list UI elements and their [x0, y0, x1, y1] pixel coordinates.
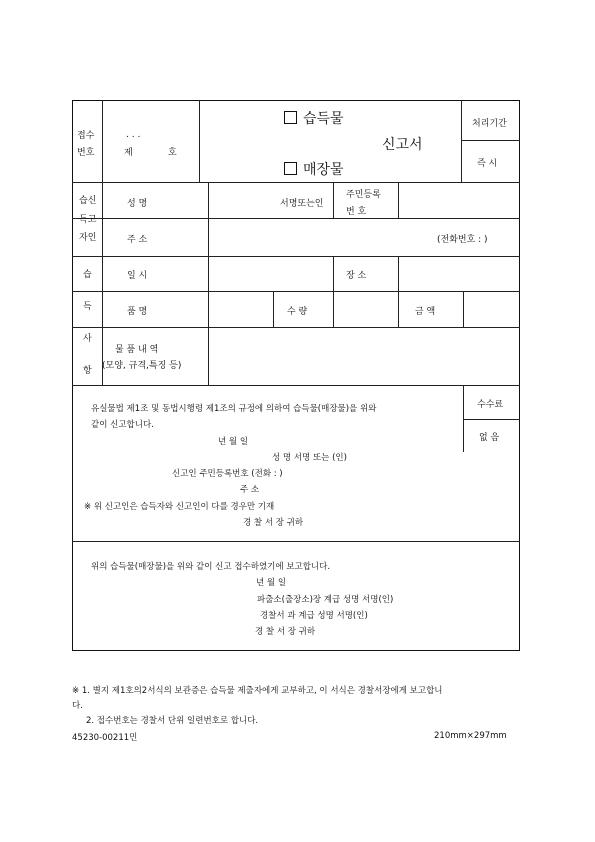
- found-place-field[interactable]: [399, 258, 519, 290]
- item-description-field[interactable]: [209, 329, 519, 384]
- rule: [333, 256, 334, 291]
- footer-note: 다.: [72, 701, 83, 711]
- fee-label: 수수료: [477, 400, 504, 410]
- found-datetime-label: 일 시: [127, 271, 148, 281]
- declaration-address: 주 소: [240, 485, 260, 495]
- rule: [461, 100, 462, 182]
- declaration-addressee: 경 찰 서 장 귀하: [243, 518, 304, 528]
- rule: [463, 385, 464, 452]
- item-description-label: (모양, 규격,특징 등): [102, 361, 182, 371]
- rule: [72, 385, 520, 386]
- declaration-date: 년 월 일: [218, 437, 249, 447]
- title-option-buried[interactable]: [284, 159, 344, 179]
- checkbox-icon[interactable]: [284, 111, 297, 124]
- reporter-rrn-label: 번 호: [346, 207, 367, 217]
- found-section-label: 습: [83, 270, 92, 280]
- quantity-label: 수 량: [287, 307, 308, 317]
- rule: [461, 140, 520, 141]
- receipt-number-suffix: 호: [168, 148, 177, 158]
- processing-period-value: 즉 시: [477, 159, 498, 169]
- reporter-section-label: 습신: [79, 196, 97, 206]
- title-option-buried-label: 매장물: [303, 162, 344, 178]
- report-date: 년 월 일: [256, 578, 287, 588]
- declaration-text: 유실물법 제1조 및 동법시행령 제1조의 규정에 의하여 습득물(매장물)을 위와: [91, 404, 377, 414]
- rule: [199, 100, 200, 182]
- found-datetime-field[interactable]: [209, 258, 332, 290]
- receipt-number-label: 번호: [77, 148, 95, 158]
- receipt-date-field[interactable]: . . .: [126, 130, 141, 140]
- paper-size: 210mm×297mm: [434, 731, 507, 741]
- found-section-label: 항: [83, 366, 92, 376]
- receipt-number-prefix: 제: [124, 148, 133, 158]
- rule: [72, 291, 520, 292]
- reporter-section-label: 자인: [79, 233, 97, 243]
- footer-note: 2. 접수번호는 경찰서 단위 일련번호로 합니다.: [86, 716, 259, 726]
- declaration-signature: 성 명 서명 또는 (인): [272, 453, 347, 463]
- item-description-label: 물 품 내 역: [115, 345, 159, 355]
- report-addressee: 경 찰 서 장 귀하: [255, 627, 316, 637]
- fee-value: 없 음: [479, 433, 500, 443]
- reporter-phone-field[interactable]: (전화번호 : ): [437, 235, 488, 245]
- quantity-field[interactable]: [334, 293, 397, 326]
- found-section-label: 득: [83, 302, 92, 312]
- report-signature-line: 경찰서 과 계급 성명 서명(인): [260, 611, 368, 621]
- rule: [333, 182, 334, 219]
- rule: [463, 419, 520, 420]
- rule: [102, 182, 103, 385]
- declaration-text: 같이 신고합니다.: [91, 420, 154, 430]
- footer-note: ※ 1. 별지 제1호의2서식의 보관증은 습득물 제출자에게 교부하고, 이 서식은 경찰서장에게 보고합니: [72, 686, 443, 696]
- rule: [72, 218, 520, 219]
- reporter-section-label: 득고: [79, 215, 97, 225]
- rule: [72, 182, 520, 183]
- receipt-number-label: 접수: [77, 131, 95, 141]
- rule: [72, 256, 520, 257]
- found-place-label: 장 소: [346, 271, 367, 281]
- declaration-note: ※ 위 신고인은 습득자와 신고인이 다를 경우만 기재: [84, 502, 275, 512]
- found-section-label: 사: [83, 334, 92, 344]
- report-signature-line: 파출소(출장소)장 계급 성명 서명(인): [257, 595, 394, 605]
- reporter-name-field[interactable]: 서명또는인: [280, 199, 324, 209]
- processing-period-label: 처리기간: [472, 119, 507, 129]
- report-text: 위의 습득물(매장물)을 위와 같이 신고 접수하였기에 보고합니다.: [91, 562, 331, 572]
- amount-label: 금 액: [415, 307, 436, 317]
- rule: [398, 291, 399, 327]
- rule: [72, 327, 520, 328]
- declaration-reporter-rrn: 신고인 주민등록번호 (전화 : ): [172, 469, 283, 479]
- title-option-found-label: 습득물: [303, 111, 344, 127]
- form-code: 45230-00211민: [72, 733, 138, 743]
- checkbox-icon[interactable]: [284, 162, 297, 175]
- reporter-name-label: 성 명: [127, 199, 148, 209]
- reporter-address-label: 주 소: [127, 235, 148, 245]
- rule: [102, 100, 103, 182]
- item-name-field[interactable]: [209, 293, 272, 326]
- reporter-rrn-label: 주민등록: [346, 190, 381, 200]
- page-title: 신고서: [382, 137, 423, 153]
- title-option-found[interactable]: [284, 108, 344, 128]
- item-name-label: 품 명: [127, 307, 148, 317]
- amount-field[interactable]: [464, 293, 519, 326]
- rule: [72, 541, 520, 542]
- reporter-rrn-field[interactable]: [399, 184, 519, 217]
- rule: [273, 291, 274, 327]
